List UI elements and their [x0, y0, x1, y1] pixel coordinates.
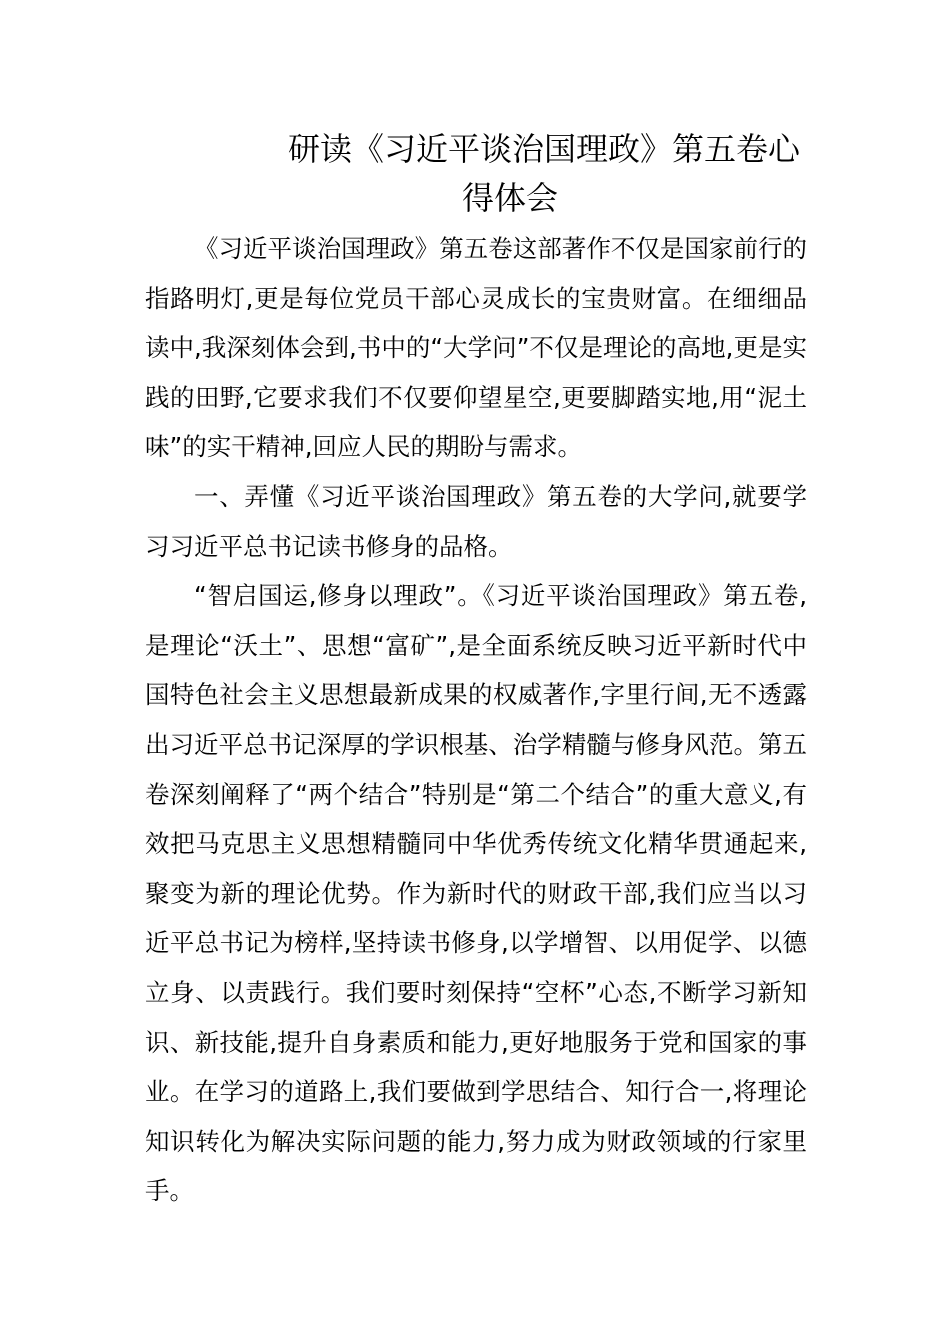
- paragraph-body: “智启国运,修身以理政”。《习近平谈治国理政》第五卷,是理论“沃土”、思想“富矿”,是全面系统反映习近平新时代中国特色社会主义思想最新成果的权威著作,字里行间,无不透露出习近平总书记深厚的学识根基、治学精髓与修身风范。第五卷深刻阐释了“两个结合”特别是“第二个结合”的重大意义,有效把马克思主义思想精髓同中华优秀传统文化精华贯通起来,聚变为新的理论优势。作为新时代的财政干部,我们应当以习近平总书记为榜样,坚持读书修身,以学增智、以用促学、以德立身、以责践行。我们要时刻保持“空杯”心态,不断学习新知识、新技能,提升自身素质和能力,更好地服务于党和国家的事业。在学习的道路上,我们要做到学思结合、知行合一,将理论知识转化为解决实际问题的能力,努力成为财政领域的行家里手。: [145, 581, 807, 1206]
- paragraph-intro: 《习近平谈治国理政》第五卷这部著作不仅是国家前行的指路明灯,更是每位党员干部心灵成长的宝贵财富。在细细品读中,我深刻体会到,书中的“大学问”不仅是理论的高地,更是实践的田野,它要求我们不仅要仰望星空,更要脚踏实地,用“泥土味”的实干精神,回应人民的期盼与需求。: [145, 234, 807, 462]
- document-body: [145, 224, 807, 1216]
- paragraph-section-heading: 一、弄懂《习近平谈治国理政》第五卷的大学问,就要学习习近平总书记读书修身的品格。: [145, 481, 807, 561]
- title-line-1: 研读《习近平谈治国理政》第五卷心: [287, 130, 800, 168]
- title-line-2: 得体会: [461, 179, 558, 217]
- document-title: [145, 125, 875, 223]
